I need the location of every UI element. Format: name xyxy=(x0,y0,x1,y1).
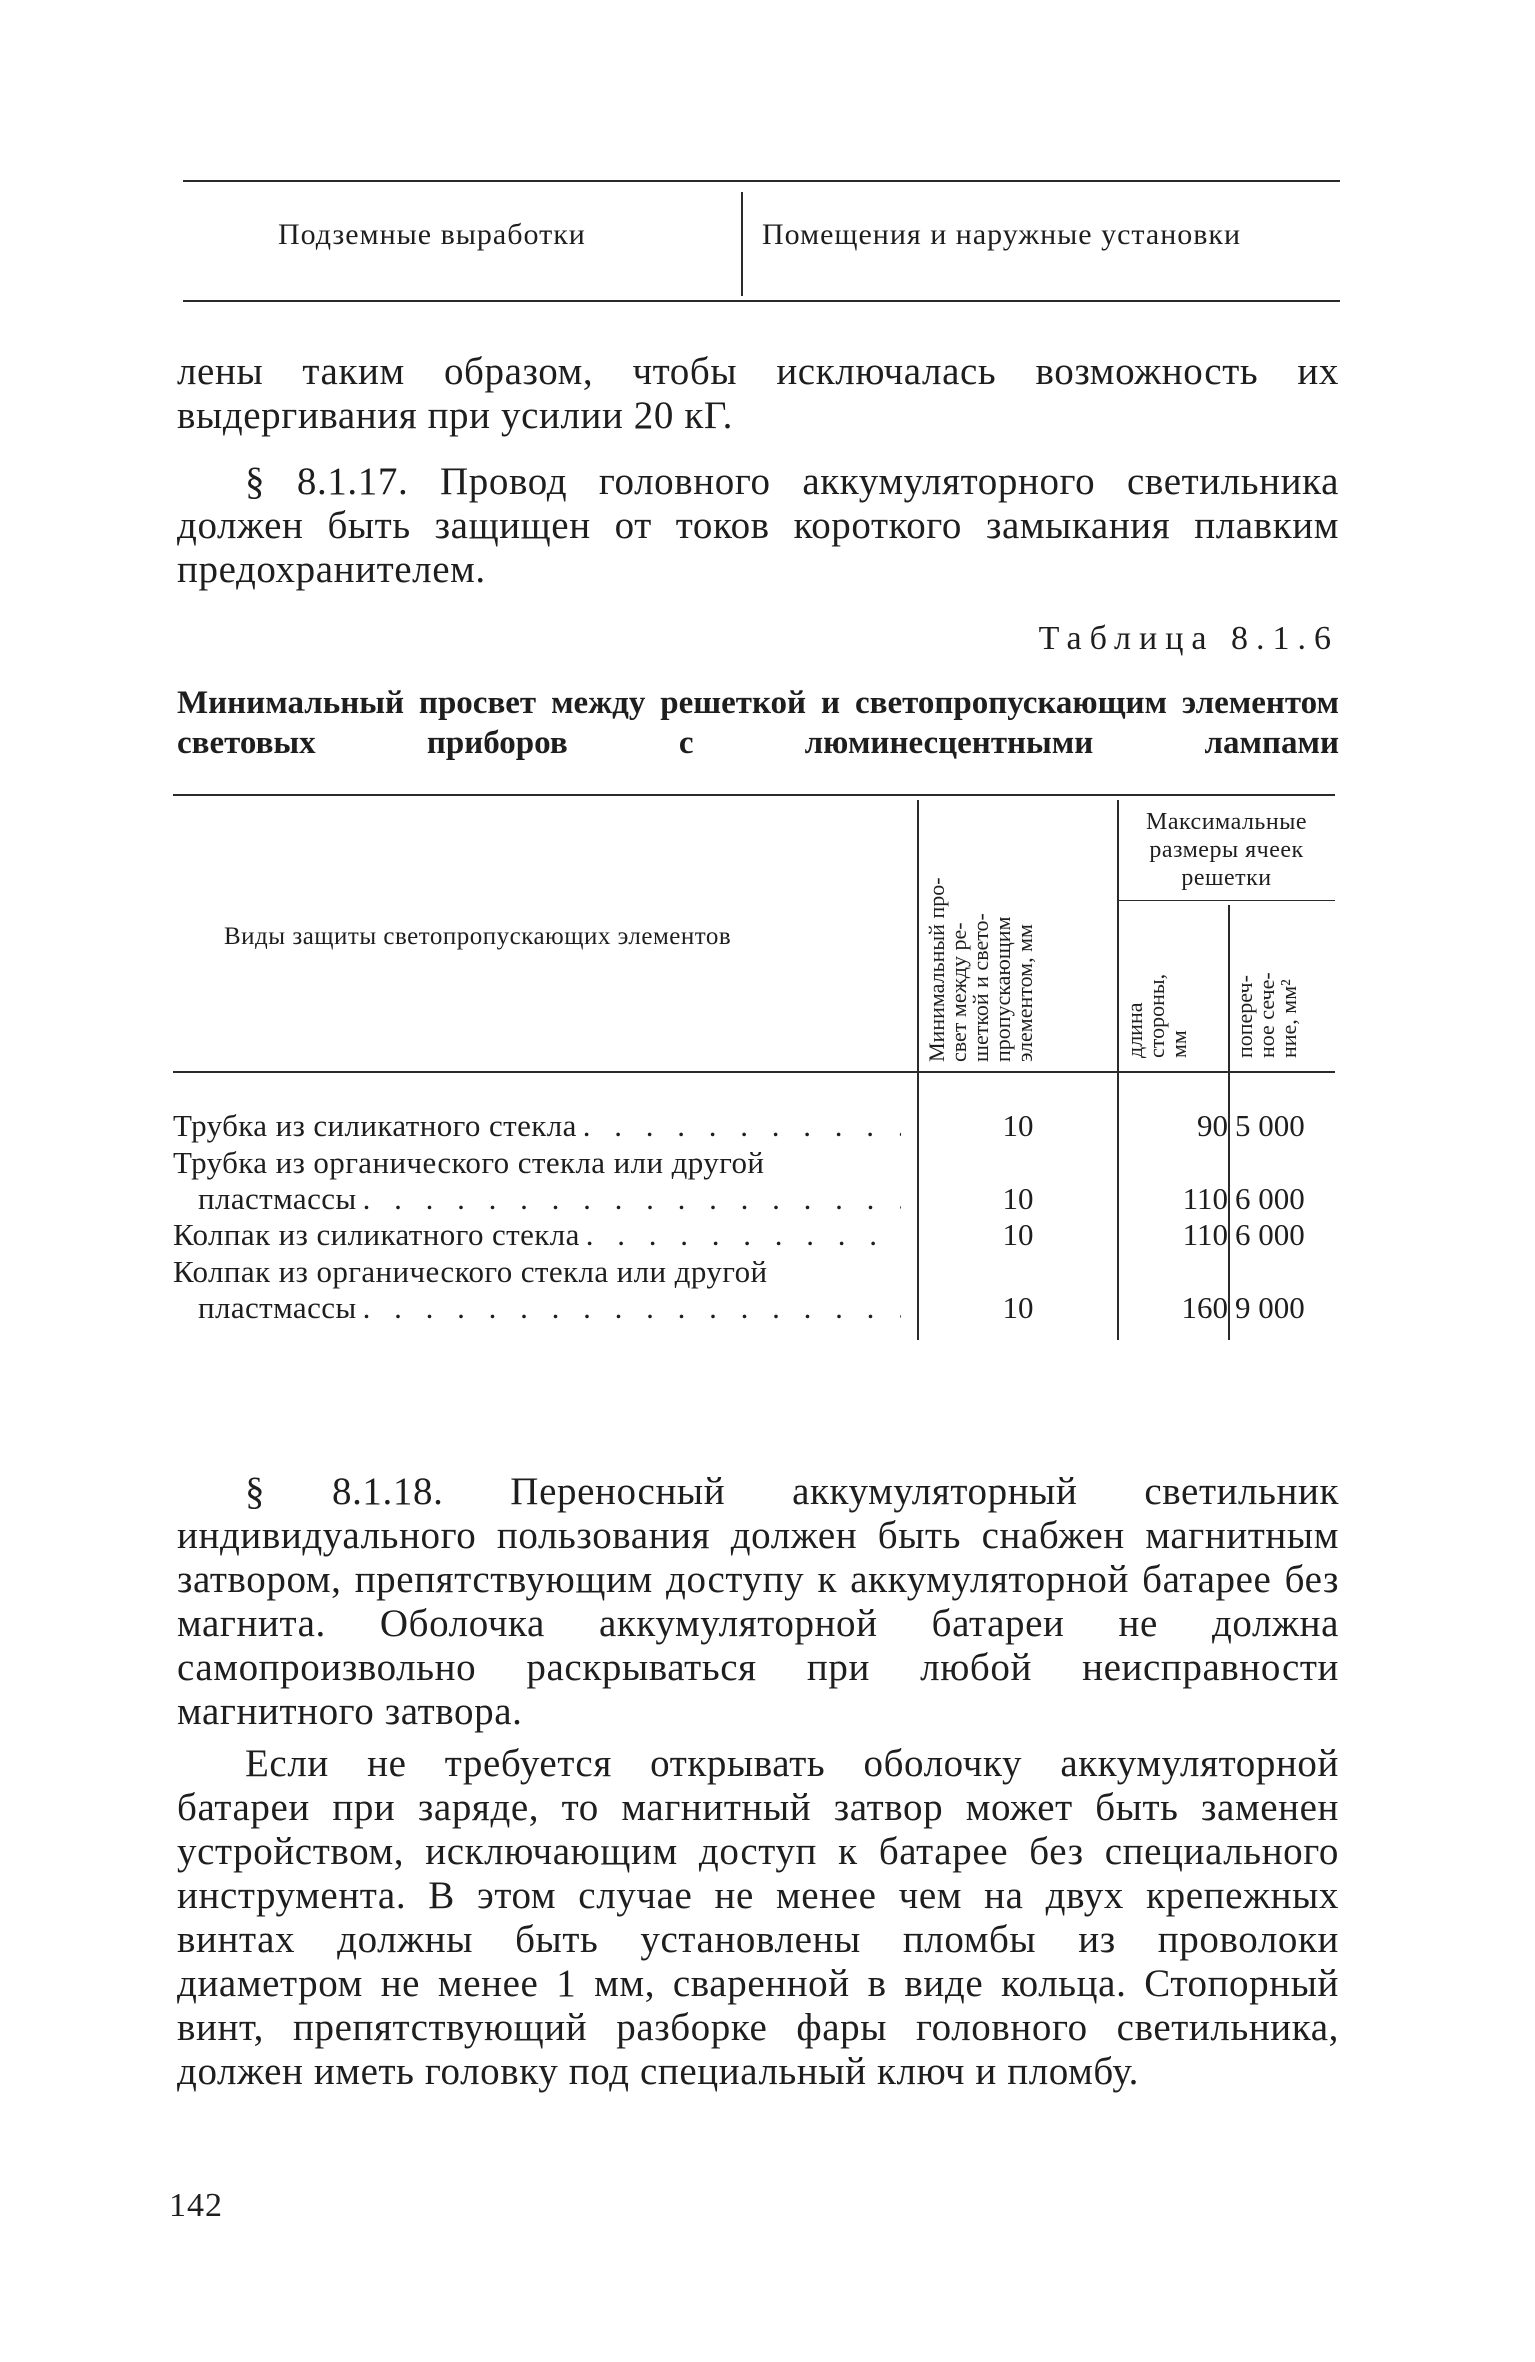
table-rule-header-bottom xyxy=(173,1071,1335,1073)
table-row-label xyxy=(173,1108,901,1144)
paragraph-8-1-17: § 8.1.17. Провод головного аккумуляторного светильника должен быть защищен от токов короткого замыкания плавким предохранителем. xyxy=(177,460,1339,591)
header-left: Подземные выработки xyxy=(278,218,586,251)
table-header-max-sizes: Максимальные размеры ячеек решетки xyxy=(1146,809,1307,891)
paragraph-magnetic-lock: Если не требуется открывать оболочку аккумуляторной батареи при заряде, то магнитный затвор может быть заменен устройством, исключающим доступ к батарее без специального инструмента. В этом случае не менее чем на двух крепежных винтах должны быть установлены пломбы из проволоки диаметром не менее 1 мм, сваренной в виде кольца. Стопорный винт, препятствующий разборке фары головного светильника, должен иметь головку под специальный ключ и пломбу. xyxy=(177,1742,1339,2093)
table-cell-min-gap: 10 xyxy=(1002,1181,1034,1216)
header-rule-top xyxy=(183,180,1340,182)
table-header-side-length xyxy=(1124,908,1190,1058)
header-line: длина xyxy=(1122,1002,1147,1058)
row-label-text: Трубка из органического стекла или другой xyxy=(173,1145,765,1180)
table-cell-min-gap: 10 xyxy=(1002,1217,1034,1252)
row-label-text: пластмассы xyxy=(198,1181,357,1216)
table-header-types: Виды защиты светопропускающих элементов xyxy=(224,923,732,950)
table-cell-side xyxy=(1118,1181,1228,1217)
page-number: 142 xyxy=(169,2187,223,2224)
cell-value: 110 xyxy=(1182,1217,1228,1252)
header-line: пропускающим xyxy=(990,916,1015,1062)
header-line: шеткой и свето- xyxy=(968,913,993,1062)
header-line: попереч- xyxy=(1232,975,1257,1058)
table-header-cross-section xyxy=(1234,908,1300,1058)
table-rule-subheader xyxy=(1118,900,1335,901)
row-label-text: Трубка из силикатного стекла xyxy=(173,1108,577,1143)
cell-value: 160 xyxy=(1181,1290,1228,1325)
header-line: мм xyxy=(1166,1030,1191,1058)
header-line: свет между ре- xyxy=(946,922,971,1062)
table-cell-min-gap: 10 xyxy=(1002,1290,1034,1325)
header-rule-bottom xyxy=(183,300,1340,302)
table-column-divider xyxy=(917,800,919,1340)
table-cell-min-gap: 10 xyxy=(1002,1108,1034,1143)
table-cell-area: 9 000 xyxy=(1235,1290,1305,1325)
table-row-label xyxy=(173,1254,901,1326)
table-header-min-gap xyxy=(926,800,1036,1062)
leader-dots xyxy=(577,1108,901,1144)
table-rule-top xyxy=(173,794,1335,796)
table-cell-side xyxy=(1118,1108,1228,1144)
header-right: Помещения и наружные установки xyxy=(762,218,1242,251)
header-line: Минимальный про- xyxy=(924,877,949,1062)
paragraph-8-1-18: § 8.1.18. Переносный аккумуляторный светильник индивидуального пользования должен быть снабжен магнитным затвором, препятствующим доступу к аккумуляторной батарее без магнита. Оболочка аккумуляторной батареи не должна самопроизвольно раскрываться при любой неисправности магнитного затвора. xyxy=(177,1470,1339,1733)
cell-value: 110 xyxy=(1182,1181,1228,1216)
table-title: Минимальный просвет между решеткой и светопропускающим элементом световых приборов с люминесцентными лампами xyxy=(177,685,1339,761)
table-number: Таблица 8.1.6 xyxy=(1038,620,1339,657)
header-line: стороны, xyxy=(1144,973,1169,1058)
table-row-label xyxy=(173,1145,901,1217)
table-row-label xyxy=(173,1217,901,1253)
row-label-text: пластмассы xyxy=(198,1290,357,1325)
leader-dots xyxy=(580,1217,901,1253)
header-line: ное сече- xyxy=(1254,972,1279,1058)
table-cell-side xyxy=(1118,1290,1228,1326)
leader-dots xyxy=(357,1181,901,1217)
header-line: ние, мм² xyxy=(1276,979,1301,1058)
cell-value: 90 xyxy=(1197,1108,1228,1143)
table-cell-area: 5 000 xyxy=(1235,1108,1305,1143)
row-label-text: Колпак из органического стекла или другой xyxy=(173,1254,768,1289)
table-cell-side xyxy=(1118,1217,1228,1253)
header-divider xyxy=(741,192,743,296)
table-column-divider xyxy=(1228,905,1230,1340)
row-label-text: Колпак из силикатного стекла xyxy=(173,1217,580,1252)
table-cell-area: 6 000 xyxy=(1235,1181,1305,1216)
table-cell-area: 6 000 xyxy=(1235,1217,1305,1252)
leader-dots xyxy=(357,1290,901,1326)
header-line: элементом, мм xyxy=(1012,924,1037,1062)
paragraph-continuation: лены таким образом, чтобы исключалась возможность их выдергивания при усилии 20 кГ. xyxy=(177,350,1339,437)
